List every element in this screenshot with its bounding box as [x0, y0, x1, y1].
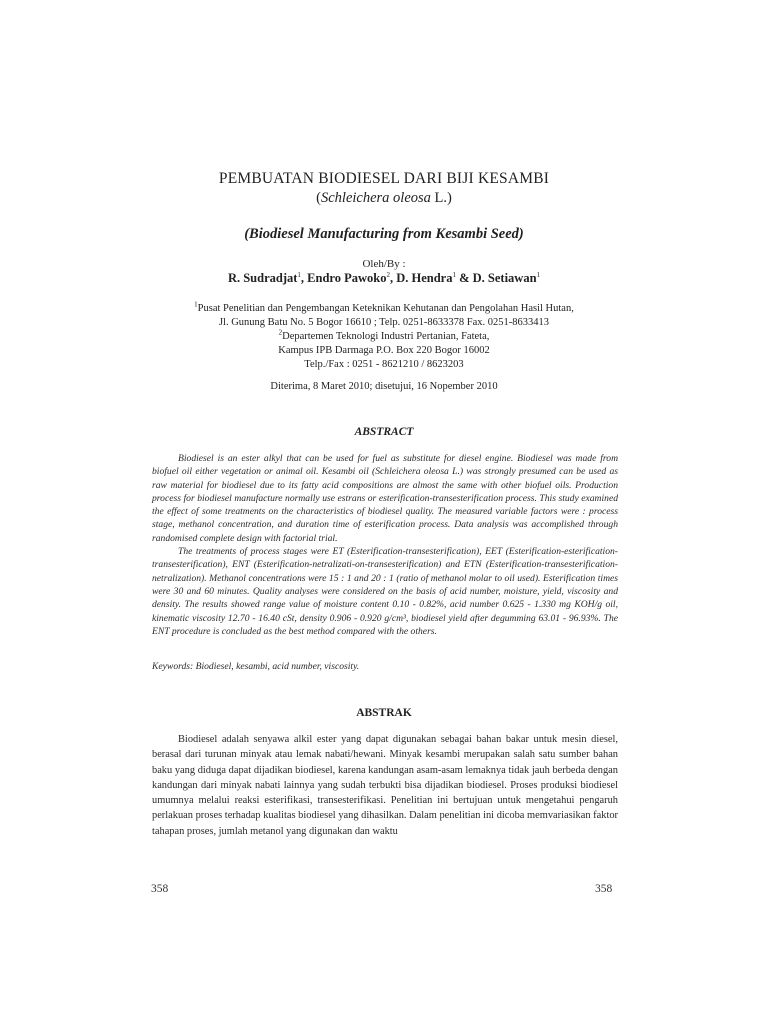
keywords: Keywords: Biodiesel, kesambi, acid number, viscosity. — [152, 661, 360, 672]
author-list — [0, 271, 768, 286]
abstract-paragraph: Biodiesel is an ester alkyl that can be used for fuel as substitute for diesel engine. Biodiesel was made from biofuel oil either vegetation or animal oil. Kesambi oil (Schleichera oleosa L.) was strongly presumed can be used as raw material for biodiesel due to its fatty acid compositions are almost the same with other biofuel oils. Production process for biodiesel manufacture normally use estrans or esterification-transesterification process. This study examined the effect of some treatments on the characteristics of biodiesel quality. The measured variable factors were : process stage, methanol concentration, and duration time of esterification process. Data analysis was accomplished through randomised complete design with factorial trial. — [152, 453, 618, 544]
affiliation-line: $^2$Departemen Teknologi Industri Pertanian, Fateta, — [278, 328, 490, 342]
page-number-right: 358 — [595, 883, 613, 895]
abstrak-paragraph: Biodiesel adalah senyawa alkil ester yang dapat digunakan sebagai bahan bakar untuk mesin diesel, berasal dari turunan minyak atau lemak nabati/hewani. Minyak kesambi merupakan salah satu sumber bahan baku yang diduga dapat dijadikan biodiesel, karena kandungan asam-asam lemaknya tidak jauh berbeda dengan kandungan dari minyak nabati lainnya yang sudah terbukti bisa dijadikan biodiesel. Proses produksi biodiesel umumnya melalui reaksi esterifikasi, transesterifikasi. Penelitian ini bertujuan untuk mengetahui pengaruh perlakuan proses terhadap kualitas biodiesel yang dihasilkan. Dalam penelitian ini dicoba memvariasikan faktor tahapan proses, jumlah metanol yang digunakan dan waktu — [152, 734, 618, 837]
author: D. Setiawan$^1$ — [472, 270, 541, 285]
author: R. Sudradjat$^1$, — [227, 270, 308, 285]
scientific-name-italic: Schleichera oleosa — [320, 190, 431, 206]
scientific-name: (Schleichera oleosa L.) — [316, 190, 452, 206]
by-label: Oleh/By : — [362, 258, 406, 270]
affiliation-line: Kampus IPB Darmaga P.O. Box 220 Bogor 16002 — [278, 345, 490, 356]
page-number-left: 358 — [151, 883, 169, 895]
abstract-heading: ABSTRACT — [354, 426, 414, 438]
author: Endro Pawoko$^2$, — [307, 270, 397, 285]
paper-title: PEMBUATAN BIODIESEL DARI BIJI KESAMBI — [218, 170, 550, 187]
affiliation-line: Jl. Gunung Batu No. 5 Bogor 16610 ; Telp. 0251-8633378 Fax. 0251-8633413 — [218, 317, 550, 328]
abstract-english — [152, 452, 618, 638]
author: D. Hendra$^1$ & — [396, 270, 473, 285]
affiliation-line: Telp./Fax : 0251 - 8621210 / 8623203 — [304, 359, 464, 370]
received-accepted-dates: Diterima, 8 Maret 2010; disetujui, 16 Nopember 2010 — [270, 381, 498, 392]
english-title: (Biodiesel Manufacturing from Kesambi Seed) — [244, 226, 524, 242]
abstrak-heading: ABSTRAK — [356, 707, 412, 719]
abstrak-indonesian — [152, 732, 618, 839]
abstract-paragraph: The treatments of process stages were ET (Esterification-transesterification), EET (Esterification-esterification-transesterification), ENT (Esterification-netralizati-on-transesterification) and ETN (Esterification-transesterification-netralization). Methanol concentrations were 15 : 1 and 20 : 1 (ratio of methanol molar to oil used). Esterification times were 30 and 60 minutes. Quality analyses were considered on the basis of acid number, moisture, yield, viscosity and density. The results showed range value of moisture content 0.10 - 0.82%, acid number 0.625 - 1.330 mg KOH/g oil, kinematic viscosity 12.70 - 16.40 cSt, density 0.906 - 0.920 g/cm³, biodiesel yield after degumming 63.01 - 96.93%. The ENT procedure is concluded as the best method compared with the others. — [152, 546, 618, 637]
affiliation-line: $^1$Pusat Penelitian dan Pengembangan Keteknikan Kehutanan dan Pengolahan Hasil Hutan, — [194, 300, 574, 314]
affiliations — [0, 302, 768, 372]
